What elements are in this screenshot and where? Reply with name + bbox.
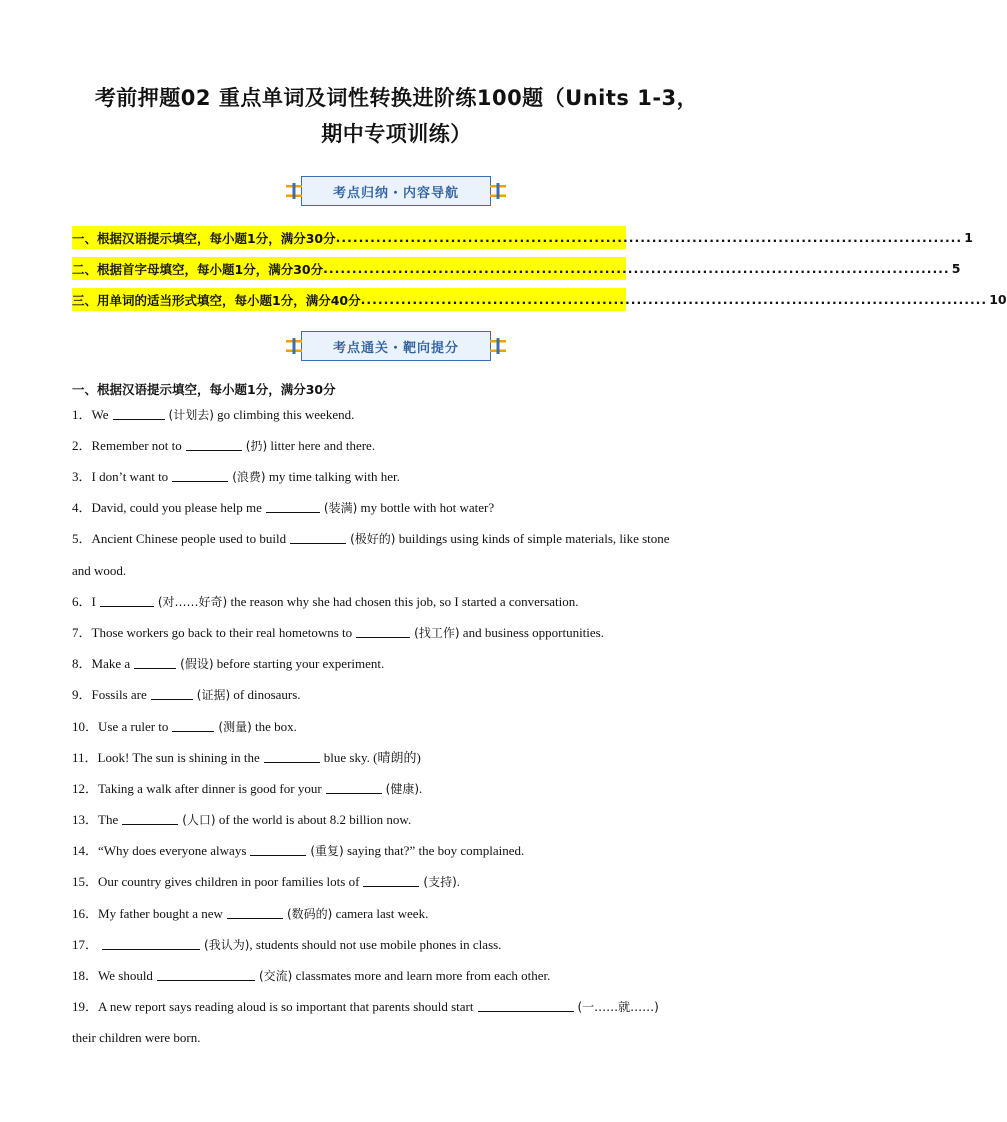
answer-blank[interactable]	[326, 779, 382, 794]
answer-blank[interactable]	[227, 904, 283, 919]
banner-decoration-icon	[489, 182, 507, 200]
question: 3．I don’t want to (浪费) my time talking with her.	[72, 469, 400, 484]
question: 7．Those workers go back to their real hometowns to (找工作) and business opportunities.	[72, 625, 604, 640]
practice-banner	[285, 331, 507, 361]
toc-banner-label: 考点归纳・内容导航	[301, 176, 491, 206]
banner-decoration-icon	[285, 182, 303, 200]
question-continuation: their children were born.	[72, 1030, 201, 1045]
answer-blank[interactable]	[157, 966, 255, 981]
question: 10．Use a ruler to (测量) the box.	[72, 719, 297, 734]
question: 8．Make a (假设) before starting your experiment.	[72, 656, 385, 671]
toc-item[interactable]: 一、根据汉语提示填空，每小题1分，满分30分 ............................................................................................................. 1	[72, 226, 626, 249]
question: 16．My father bought a new (数码的) camera last week.	[72, 906, 429, 921]
question: 6．I (对……好奇) the reason why she had chosen this job, so I started a conversation.	[72, 594, 579, 609]
answer-blank[interactable]	[151, 685, 193, 700]
answer-blank[interactable]	[356, 623, 410, 638]
document-title	[60, 80, 733, 152]
question-continuation: and wood.	[72, 563, 127, 578]
answer-blank[interactable]	[363, 872, 419, 887]
answer-blank[interactable]	[134, 654, 176, 669]
answer-blank[interactable]	[172, 467, 228, 482]
question: 12．Taking a walk after dinner is good for your (健康).	[72, 781, 423, 796]
answer-blank[interactable]	[264, 748, 320, 763]
question: 18．We should (交流) classmates more and learn more from each other.	[72, 968, 551, 983]
title-line-1: 考前押题02 重点单词及词性转换进阶练100题（Units 1-3，	[94, 86, 699, 110]
banner-decoration-icon	[285, 337, 303, 355]
answer-blank[interactable]	[186, 436, 242, 451]
question: 13．The (人口) of the world is about 8.2 billion now.	[72, 812, 412, 827]
question: 17． (我认为), students should not use mobile phones in class.	[72, 937, 502, 952]
question: 15．Our country gives children in poor families lots of (支持).	[72, 874, 461, 889]
answer-blank[interactable]	[290, 529, 346, 544]
toc-item[interactable]: 二、根据首字母填空，每小题1分，满分30分 ............................................................................................................. 5	[72, 257, 626, 280]
answer-blank[interactable]	[250, 841, 306, 856]
answer-blank[interactable]	[100, 592, 154, 607]
answer-blank[interactable]	[266, 498, 320, 513]
banner-decoration-icon	[489, 337, 507, 355]
question: 14．“Why does everyone always (重复) saying that?” the boy complained.	[72, 843, 525, 858]
question: 9．Fossils are (证据) of dinosaurs.	[72, 687, 301, 702]
question: 5．Ancient Chinese people used to build (极好的) buildings using kinds of simple materials, like stone	[72, 531, 670, 546]
toc-banner	[285, 176, 507, 206]
answer-blank[interactable]	[113, 405, 165, 420]
question: 4．David, could you please help me (装满) my bottle with hot water?	[72, 500, 495, 515]
answer-blank[interactable]	[102, 935, 200, 950]
question: 11．Look! The sun is shining in the blue sky. (晴朗的)	[72, 750, 421, 765]
answer-blank[interactable]	[172, 717, 214, 732]
practice-banner-label: 考点通关・靶向提分	[301, 331, 491, 361]
answer-blank[interactable]	[122, 810, 178, 825]
question: 1．We (计划去) go climbing this weekend.	[72, 407, 355, 422]
question: 19．A new report says reading aloud is so important that parents should start (一……就……)	[72, 999, 659, 1014]
toc-item[interactable]: 三、用单词的适当形式填空，每小题1分，满分40分 ............................................................................................................. 10	[72, 288, 626, 311]
question: 2．Remember not to (扔) litter here and there.	[72, 438, 376, 453]
answer-blank[interactable]	[478, 997, 574, 1012]
section-heading: 一、根据汉语提示填空，每小题1分，满分30分	[72, 382, 336, 397]
title-line-2: 期中专项训练）	[321, 122, 472, 146]
